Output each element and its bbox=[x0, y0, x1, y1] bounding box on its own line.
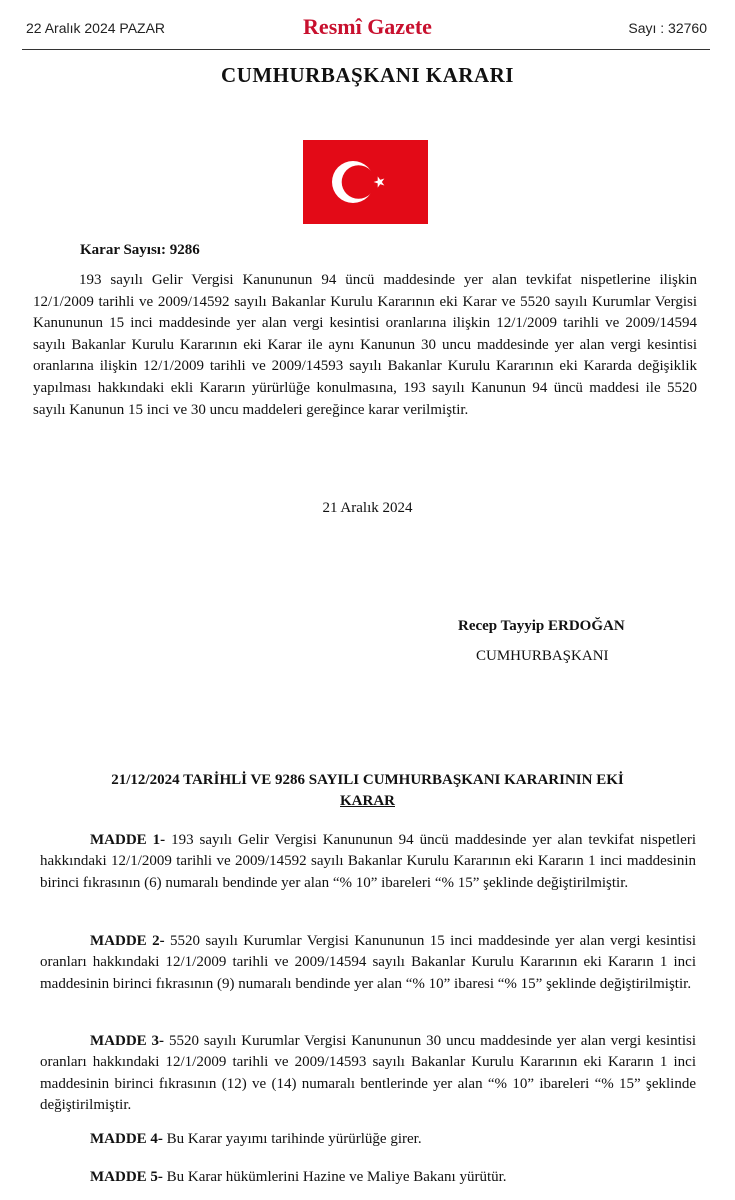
article-text: 193 sayılı Gelir Vergisi Kanununun 94 üncü maddesinde yer alan tevkifat nispetleri hakkındaki 12/1/2009 tarihli ve 2009/14592 sayılı Bakanlar Kurulu Kararının eki Kararın 1 inci maddesinin birinci fıkrasının (6) numaralı bendinde yer alan “% 10” ibareleri “% 15” şeklinde değiştirilmiştir. bbox=[40, 832, 697, 891]
article-label: MADDE 2- bbox=[90, 933, 165, 949]
article-1 bbox=[40, 830, 696, 894]
article-label: MADDE 4- bbox=[90, 1131, 163, 1147]
article-3 bbox=[40, 1031, 696, 1117]
annex-title-line1: 21/12/2024 TARİHLİ VE 9286 SAYILI CUMHURBAŞKANI KARARININ EKİ bbox=[111, 772, 624, 788]
article-text: Bu Karar yayımı tarihinde yürürlüğe girer. bbox=[166, 1131, 422, 1147]
article-4 bbox=[40, 1129, 696, 1150]
annex-title-line2: KARAR bbox=[340, 793, 395, 809]
gazette-issue-number: Sayı : 32760 bbox=[628, 20, 707, 36]
decision-number: Karar Sayısı: 9286 bbox=[80, 242, 200, 258]
gazette-title: Resmî Gazete bbox=[303, 14, 432, 39]
article-text: Bu Karar hükümlerini Hazine ve Maliye Bakanı yürütür. bbox=[166, 1169, 507, 1185]
article-2 bbox=[40, 931, 696, 995]
decision-date: 21 Aralık 2024 bbox=[322, 500, 413, 516]
article-label: MADDE 3- bbox=[90, 1033, 165, 1049]
article-text: 5520 sayılı Kurumlar Vergisi Kanununun 30 uncu maddesinde yer alan vergi kesintisi oranları hakkındaki 12/1/2009 tarihli ve 2009/14593 sayılı Bakanlar Kurulu Kararının eki Kararın 1 inci maddesinin birinci fıkrasının (12) ve (14) numaralı bentlerinde yer alan “% 10” ibareleri “% 15” şeklinde değiştirilmiştir. bbox=[40, 1033, 697, 1114]
header-divider bbox=[22, 49, 710, 50]
turkish-flag-icon bbox=[303, 140, 428, 224]
article-text: 5520 sayılı Kurumlar Vergisi Kanununun 15 inci maddesinde yer alan vergi kesintisi oranları hakkındaki 12/1/2009 tarihli ve 2009/14594 sayılı Bakanlar Kurulu Kararının eki Kararın 1 inci maddesinin birinci fıkrasının (9) numaralı bendinde yer alan “% 10” ibaresi “% 15” şeklinde değiştirilmiştir. bbox=[40, 933, 696, 992]
article-label: MADDE 5- bbox=[90, 1169, 163, 1185]
article-label: MADDE 1- bbox=[90, 832, 166, 848]
signer-name: Recep Tayyip ERDOĞAN bbox=[458, 618, 625, 634]
signer-title: CUMHURBAŞKANI bbox=[476, 648, 609, 664]
annex-title bbox=[0, 770, 735, 812]
article-5 bbox=[40, 1167, 696, 1188]
document-title: CUMHURBAŞKANI KARARI bbox=[221, 63, 514, 87]
preamble-paragraph: 193 sayılı Gelir Vergisi Kanununun 94 üncü maddesinde yer alan tevkifat nispetlerine ilişkin 12/1/2009 tarihli ve 2009/14592 sayılı Bakanlar Kurulu Kararının eki Karar ve 5520 sayılı Kurumlar Vergisi Kanununun 15 inci maddesinde yer alan vergi kesintisi oranlarına ilişkin 12/1/2009 tarihli ve 2009/14594 sayılı Bakanlar Kurulu Kararının eki Karar ile aynı Kanunun 30 uncu maddesinde yer alan vergi kesintisi oranlarına ilişkin 12/1/2009 tarihli ve 2009/14593 sayılı Bakanlar Kurulu Kararının eki Kararda değişiklik yapılması hakkındaki ekli Kararın yürürlüğe konulmasına, 193 sayılı Kanunun 94 üncü maddesi ile 5520 sayılı Kanunun 15 inci ve 30 uncu maddeleri gereğince karar verilmiştir. bbox=[33, 272, 697, 418]
gazette-date: 22 Aralık 2024 PAZAR bbox=[26, 20, 166, 36]
